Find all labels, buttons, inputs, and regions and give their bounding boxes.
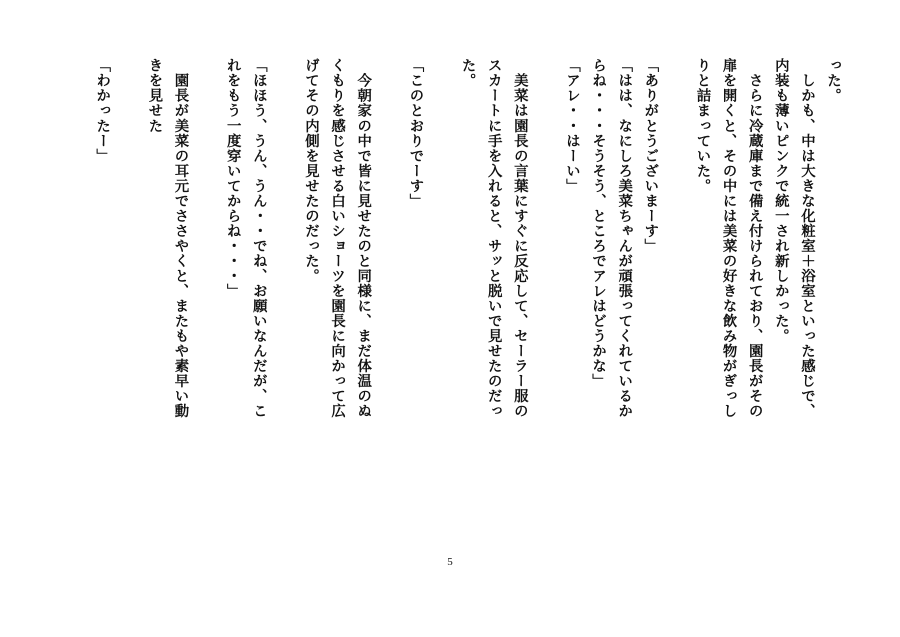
text-line: りと詰まっていた。: [694, 58, 712, 194]
text-line: 内装も薄いピンクで統一され新しかった。: [772, 58, 790, 344]
text-line: 「ほほう、うん、うん・・でね、お願いなんだが、こ: [250, 58, 268, 419]
text-line: 「このとおりでーす」: [407, 58, 425, 209]
text-line: きを見せた: [146, 58, 164, 134]
text-line: 今朝家の中で皆に見せたのと同様に、まだ体温のぬ: [355, 58, 373, 419]
text-line: 美菜は園長の言葉にすぐに反応して、セーラー服の: [511, 58, 529, 419]
text-line: 「わかったー」: [94, 58, 112, 164]
text-line: スカートに手を入れると、サッと脱いで見せたのだっ: [485, 58, 503, 419]
page-number: 5: [447, 556, 453, 568]
text-line: れをもう一度穿いてからね・・・」: [224, 58, 242, 299]
text-line: 「はは、なにしろ美菜ちゃんが頑張ってくれているか: [616, 58, 634, 419]
text-line: げてその内側を見せたのだった。: [303, 58, 320, 284]
text-line: 扉を開くと、その中には美菜の好きな飲み物がぎっし: [720, 58, 738, 419]
text-line: さらに冷蔵庫まで備え付けられており、園長がその: [746, 58, 764, 419]
text-line: 園長が美菜の耳元でささやくと、またもや素早い動: [172, 58, 190, 419]
text-line: った。: [825, 58, 842, 104]
text-line: 「ありがとうございまーす」: [642, 58, 660, 254]
text-line: くもりを感じさせる白いショーツを園長に向かって広: [329, 58, 347, 419]
text-line: 「アレ・・はーい」: [564, 58, 581, 194]
text-line: らね・・・そうそう、ところでアレはどうかな」: [590, 58, 608, 389]
text-line: しかも、中は大きな化粧室＋浴室といった感じで、: [798, 58, 816, 419]
text-line: た。: [459, 58, 477, 89]
